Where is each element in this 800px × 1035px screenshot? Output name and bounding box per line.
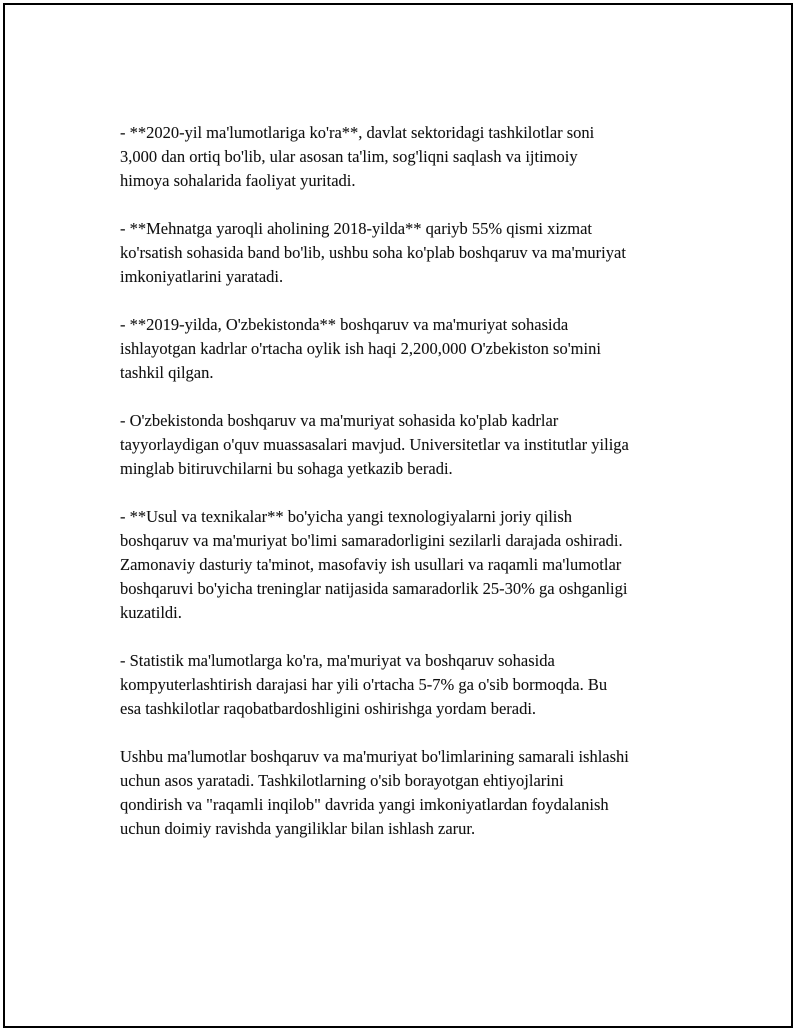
document-body bbox=[120, 121, 700, 865]
paragraph-education-institutions bbox=[120, 409, 700, 481]
paragraph-computerization-statistics bbox=[120, 649, 700, 721]
text-line: qondirish va "raqamli inqilob" davrida yangi imkoniyatlardan foydalanish bbox=[120, 795, 609, 814]
text-line: - Statistik ma'lumotlarga ko'ra, ma'muriyat va boshqaruv sohasida bbox=[120, 651, 555, 670]
text-line: uchun doimiy ravishda yangiliklar bilan ishlash zarur. bbox=[120, 819, 476, 838]
text-line: 3,000 dan ortiq bo'lib, ular asosan ta'lim, sog'liqni saqlash va ijtimoiy bbox=[120, 147, 578, 166]
text-line: - **Mehnatga yaroqli aholining 2018-yilda** qariyb 55% qismi xizmat bbox=[120, 219, 592, 238]
text-line: tayyorlaydigan o'quv muassasalari mavjud. Universitetlar va institutlar yiliga bbox=[120, 435, 629, 454]
paragraph-2020-organizations bbox=[120, 121, 700, 193]
text-line: Ushbu ma'lumotlar boshqaruv va ma'muriyat bo'limlarining samarali ishlashi bbox=[120, 747, 629, 766]
page-frame bbox=[3, 3, 793, 1028]
text-line: tashkil qilgan. bbox=[120, 363, 214, 382]
text-line: kuzatildi. bbox=[120, 603, 182, 622]
text-line: - O'zbekistonda boshqaruv va ma'muriyat sohasida ko'plab kadrlar bbox=[120, 411, 559, 430]
text-line: ishlayotgan kadrlar o'rtacha oylik ish haqi 2,200,000 O'zbekiston so'mini bbox=[120, 339, 601, 358]
text-line: - **2019-yilda, O'zbekistonda** boshqaruv va ma'muriyat sohasida bbox=[120, 315, 569, 334]
text-line: esa tashkilotlar raqobatbardoshligini oshirishga yordam beradi. bbox=[120, 699, 537, 718]
text-line: kompyuterlashtirish darajasi har yili o'rtacha 5-7% ga o'sib bormoqda. Bu bbox=[120, 675, 608, 694]
text-line: himoya sohalarida faoliyat yuritadi. bbox=[120, 171, 356, 190]
text-line: uchun asos yaratadi. Tashkilotlarning o'sib borayotgan ehtiyojlarini bbox=[120, 771, 564, 790]
text-line: boshqaruvi bo'yicha treninglar natijasida samaradorlik 25-30% ga oshganligi bbox=[120, 579, 628, 598]
text-line: Zamonaviy dasturiy ta'minot, masofaviy ish usullari va raqamli ma'lumotlar bbox=[120, 555, 622, 574]
paragraph-methods-techniques bbox=[120, 505, 700, 625]
text-line: boshqaruv va ma'muriyat bo'limi samaradorligini sezilarli darajada oshiradi. bbox=[120, 531, 623, 550]
paragraph-2018-workforce bbox=[120, 217, 700, 289]
text-line: imkoniyatlarini yaratadi. bbox=[120, 267, 284, 286]
text-line: minglab bitiruvchilarni bu sohaga yetkazib beradi. bbox=[120, 459, 453, 478]
text-line: - **Usul va texnikalar** bo'yicha yangi texnologiyalarni joriy qilish bbox=[120, 507, 573, 526]
text-line: ko'rsatish sohasida band bo'lib, ushbu soha ko'plab boshqaruv va ma'muriyat bbox=[120, 243, 626, 262]
paragraph-conclusion bbox=[120, 745, 700, 841]
paragraph-2019-salary bbox=[120, 313, 700, 385]
text-line: - **2020-yil ma'lumotlariga ko'ra**, davlat sektoridagi tashkilotlar soni bbox=[120, 123, 595, 142]
